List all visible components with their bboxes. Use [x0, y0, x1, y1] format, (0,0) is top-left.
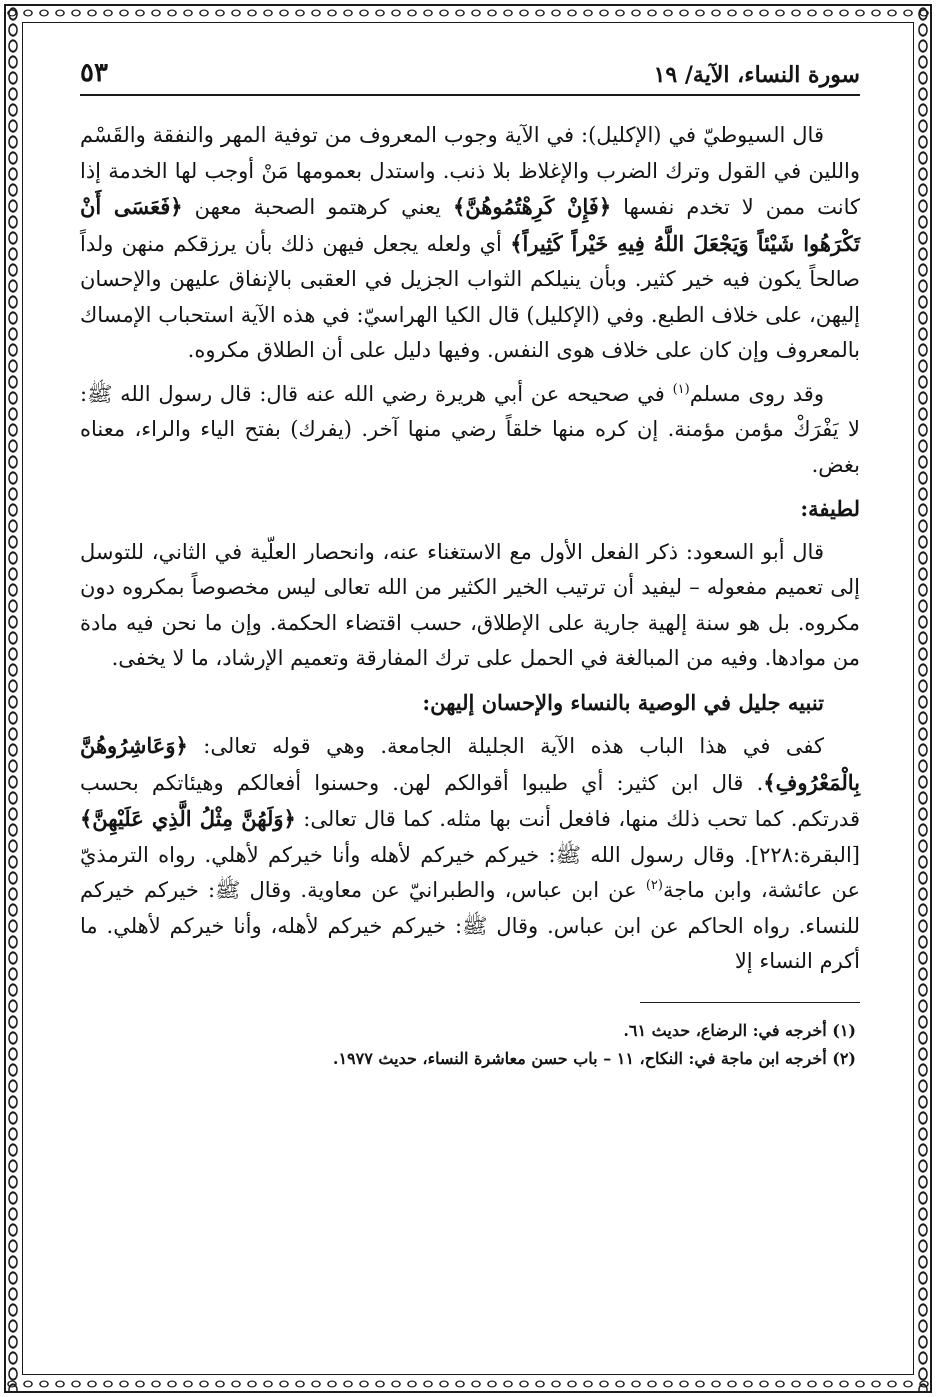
footnote-2: (٢) أخرجه ابن ماجة في: النكاح، ١١ – باب حسن معاشرة النساء، حديث ١٩٧٧. — [332, 1048, 856, 1068]
page-number: ٥٣ — [80, 58, 108, 88]
quran-verse: ﴿فَإِنْ كَرِهْتُمُوهُنَّ﴾ — [452, 194, 612, 219]
paragraph-muslim — [80, 377, 860, 484]
quran-verse: ﴿فَعَسَى أَنْ تَكْرَهُوا شَيْئاً وَيَجْعَلَ اللَّهُ فِيهِ خَيْراً كَثِيراً﴾ — [80, 194, 860, 256]
running-title: سورة النساء، الآية/ ١٩ — [653, 62, 860, 88]
footnote-separator — [640, 1002, 860, 1003]
section-heading-latifa: لطيفة: — [800, 496, 860, 521]
paragraph-suyuti — [80, 118, 860, 369]
running-header — [80, 58, 860, 96]
footnote-1: (١) أخرجه في: الرضاع، حديث ٦١. — [623, 1020, 856, 1040]
main-text — [80, 118, 860, 980]
text: [البقرة:٢٢٨]. وقال رسول الله ﷺ: خيركم خيركم لأهله وأنا خيركم لأهلي. رواه الترمذيّ عن عائشة، وابن ماجة — [80, 842, 861, 902]
ornamental-border-right — [916, 6, 930, 1391]
text: عن ابن عباس، والطبرانيّ عن معاوية. وقال ﷺ: خيركم خيركم للنساء. رواه الحاكم عن ابن عباس. وقال ﷺ: خيركم خيركم لأهله، وأنا خيركم لأهلي. ما أكرم النساء إلا — [80, 878, 860, 973]
ornamental-border-top — [4, 6, 932, 20]
text: . قال ابن كثير: أي طيبوا أقوالكم لهن. وحسنوا أفعالكم وهيئاتكم بحسب قدرتكم. كما تحب ذلك منها، فافعل أنت بها مثله. كما قال تعالى: — [80, 770, 860, 831]
paragraph-abu-suud: قال أبو السعود: ذكر الفعل الأول مع الاستغناء عنه، وانحصار العلّية في الثاني، للتوسل إلى تعميم مفعوله – ليفيد أن ترتيب الخير الكثير من الله تعالى ليس مخصوصاً بمكروه دون مكروه. بل هو سنة إلهية جارية على الإطلاق، حسب اقتضاء الحكمة. وإن ما نحن فيه مادة من موادها. وفيه من المبالغة في الحمل على ترك المفارقة وتعميم الإرشاد، ما لا يخفى. — [80, 539, 860, 670]
ornamental-border-bottom — [4, 1377, 932, 1391]
footnote-ref[interactable]: (١) — [672, 381, 690, 397]
footnote-ref[interactable]: (٢) — [645, 878, 663, 893]
text: في صحيحه عن أبي هريرة رضي الله عنه قال: قال رسول الله ﷺ: لا يَفْرَكْ مؤمن مؤمنة. إن كره منها خلقاً رضي منها آخر. (يفرك) بفتح الياء والراء، معناه بغض. — [80, 381, 860, 477]
ornamental-border-left — [6, 6, 20, 1391]
text: قال السيوطيّ في (الإكليل): في الآية وجوب المعروف من توفية المهر والنفقة والقَسْم واللين في القول وترك الضرب والإغلاظ بلا ذنب. واستدل بعمومها مَنْ أوجب لها الخدمة إذا كانت ممن لا تخدم نفسها — [80, 123, 860, 219]
footnotes — [80, 1017, 860, 1073]
quran-verse: ﴿وَلَهُنَّ مِثْلُ الَّذِي عَلَيْهِنَّ﴾ — [80, 806, 296, 831]
quran-verse: ﴿وَعَاشِرُوهُنَّ بِالْمَعْرُوفِ﴾ — [80, 733, 860, 795]
text: أي ولعله يجعل فيهن ذلك بأن يرزقكم منهن ولداً صالحاً يكون فيه خير كثير. وبأن ينيلكم الثواب الجزيل في العقبى بالإنفاق عليهن والإحسان إليهن، على خلاف الطبع. وفي (الإكليل) قال الكيا الهراسيّ: في هذه الآية استحباب الإمساك بالمعروف وإن كان على خلاف هوى النفس. وفيها دليل على أن الطلاق مكروه. — [80, 231, 860, 362]
text: يعني كرهتمو الصحبة معهن — [182, 195, 453, 219]
paragraph-women — [80, 728, 860, 980]
text: وقد روى مسلم — [689, 381, 824, 406]
section-heading-tanbih: تنبيه جليل في الوصية بالنساء والإحسان إليهن: — [422, 689, 824, 715]
page-body — [80, 58, 860, 1073]
text: كفى في هذا الباب هذه الآية الجليلة الجامعة. وهي قوله تعالى: — [187, 734, 824, 758]
